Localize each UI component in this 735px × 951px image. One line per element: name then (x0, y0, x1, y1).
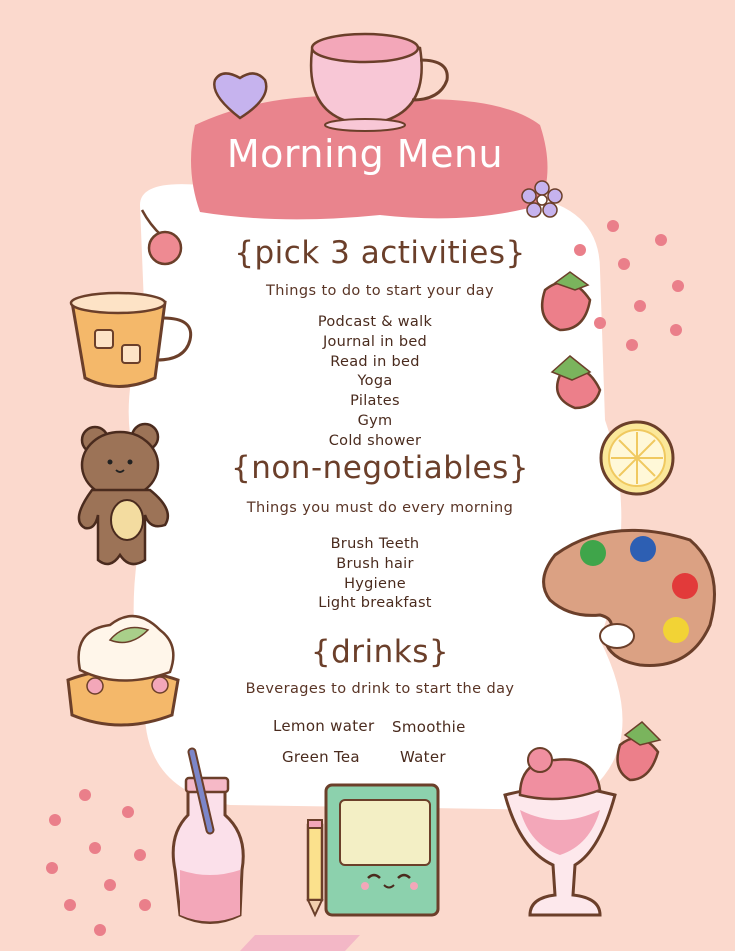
list-item: Brush Teeth (330, 536, 420, 552)
list-item: Yoga (357, 373, 393, 390)
non-negotiables-list (230, 535, 520, 614)
drink-item: Lemon water (273, 717, 375, 735)
drinks-heading: {drinks} (310, 634, 450, 670)
list-item: Brush hair (336, 555, 414, 572)
drinks-subtitle: Beverages to drink to start the day (245, 681, 515, 697)
list-item: Hygiene (344, 575, 406, 592)
drink-item: Green Tea (282, 748, 360, 766)
list-item: Gym (357, 412, 393, 429)
drink-item: Water (400, 748, 446, 766)
lemon-slice-icon (601, 422, 673, 494)
list-item: Podcast & walk (317, 314, 433, 330)
dots-bottom-left (46, 789, 151, 936)
drink-item: Smoothie (392, 718, 466, 736)
activities-subtitle: Things to do to start your day (266, 283, 494, 299)
list-item: Journal in bed (322, 333, 428, 350)
non-negotiables-subtitle: Things you must do every morning (246, 500, 514, 516)
cupcake-icon (68, 616, 178, 725)
list-item: Cold shower (328, 432, 422, 449)
content-panel (129, 184, 623, 810)
activities-list (230, 313, 520, 452)
list-item: Light breakfast (318, 595, 432, 612)
non-negotiables-heading: {non-negotiables} (230, 450, 530, 486)
list-item: Read in bed (330, 353, 420, 370)
page-title: Morning Menu (226, 132, 504, 176)
notebook-icon (326, 785, 438, 915)
strawberry-icon (618, 722, 660, 780)
pencil-icon (308, 820, 322, 915)
list-item: Pilates (350, 393, 400, 410)
activities-heading: {pick 3 activities} (234, 235, 526, 271)
